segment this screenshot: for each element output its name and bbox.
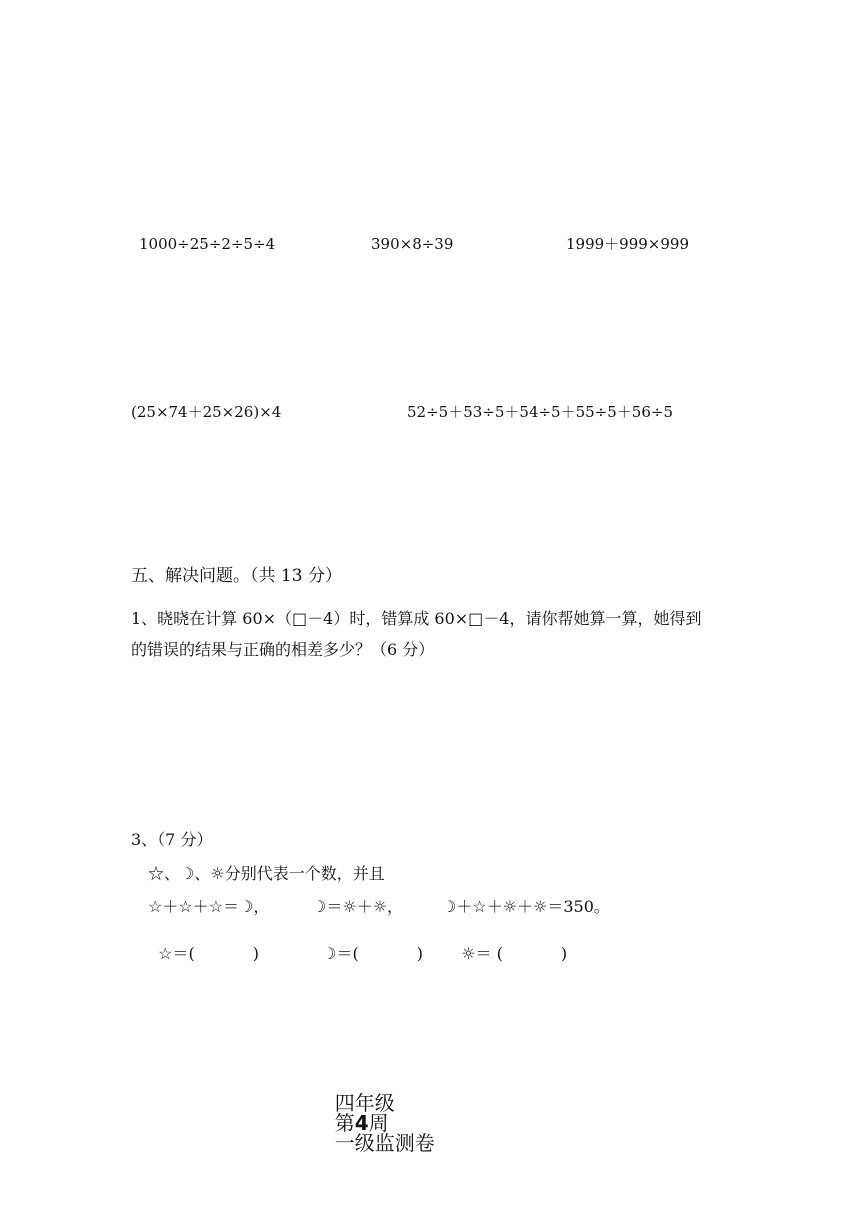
answer-star-open: ☆＝( [158, 944, 195, 963]
section-heading: 五、解决问题。（共 13 分） [131, 566, 342, 586]
answer-sun-blank[interactable] [451, 930, 567, 962]
equation-2: ☽＝☼＋☼， [312, 897, 404, 916]
expression-3: 1999＋999×999 [566, 235, 690, 253]
page-footer [322, 1073, 435, 1153]
answer-star-blank[interactable] [148, 930, 259, 962]
expression-2: 390×8÷39 [371, 235, 454, 253]
expression-5: 52÷5＋53÷5＋54÷5＋55÷5＋56÷5 [407, 403, 673, 421]
answer-moon-blank[interactable] [312, 930, 423, 962]
answer-star-close: ) [252, 944, 260, 963]
question-1-line-1: 1、晓晓在计算 60×（□－4）时，错算成 60×□－4，请你帮她算一算，她得到 [131, 609, 702, 628]
footer-title: 一级监测卷 [334, 1131, 435, 1155]
footer-grade: 四年级 [334, 1091, 395, 1115]
equation-3: ☽＋☆＋☼＋☼＝350。 [442, 897, 610, 916]
expression-1: 1000÷25÷2÷5÷4 [139, 235, 276, 253]
footer-week-number: 4 [354, 1111, 369, 1135]
answer-moon-open: ☽＝( [322, 944, 359, 963]
expression-4: (25×74＋25×26)×4 [131, 403, 282, 421]
question-3-label: 3、（7 分） [131, 830, 213, 849]
question-1-line-2: 的错误的结果与正确的相差多少？（6 分） [131, 640, 435, 659]
answer-sun-open: ☼＝ ( [461, 944, 503, 963]
footer-week-prefix: 第 [334, 1111, 355, 1135]
footer-week-suffix: 周 [368, 1111, 389, 1135]
answer-sun-close: ) [560, 944, 568, 963]
equation-1: ☆＋☆＋☆＝☽， [148, 897, 270, 916]
answer-moon-close: ) [416, 944, 424, 963]
question-3-intro: ☆、☽、☼分别代表一个数，并且 [148, 864, 385, 883]
